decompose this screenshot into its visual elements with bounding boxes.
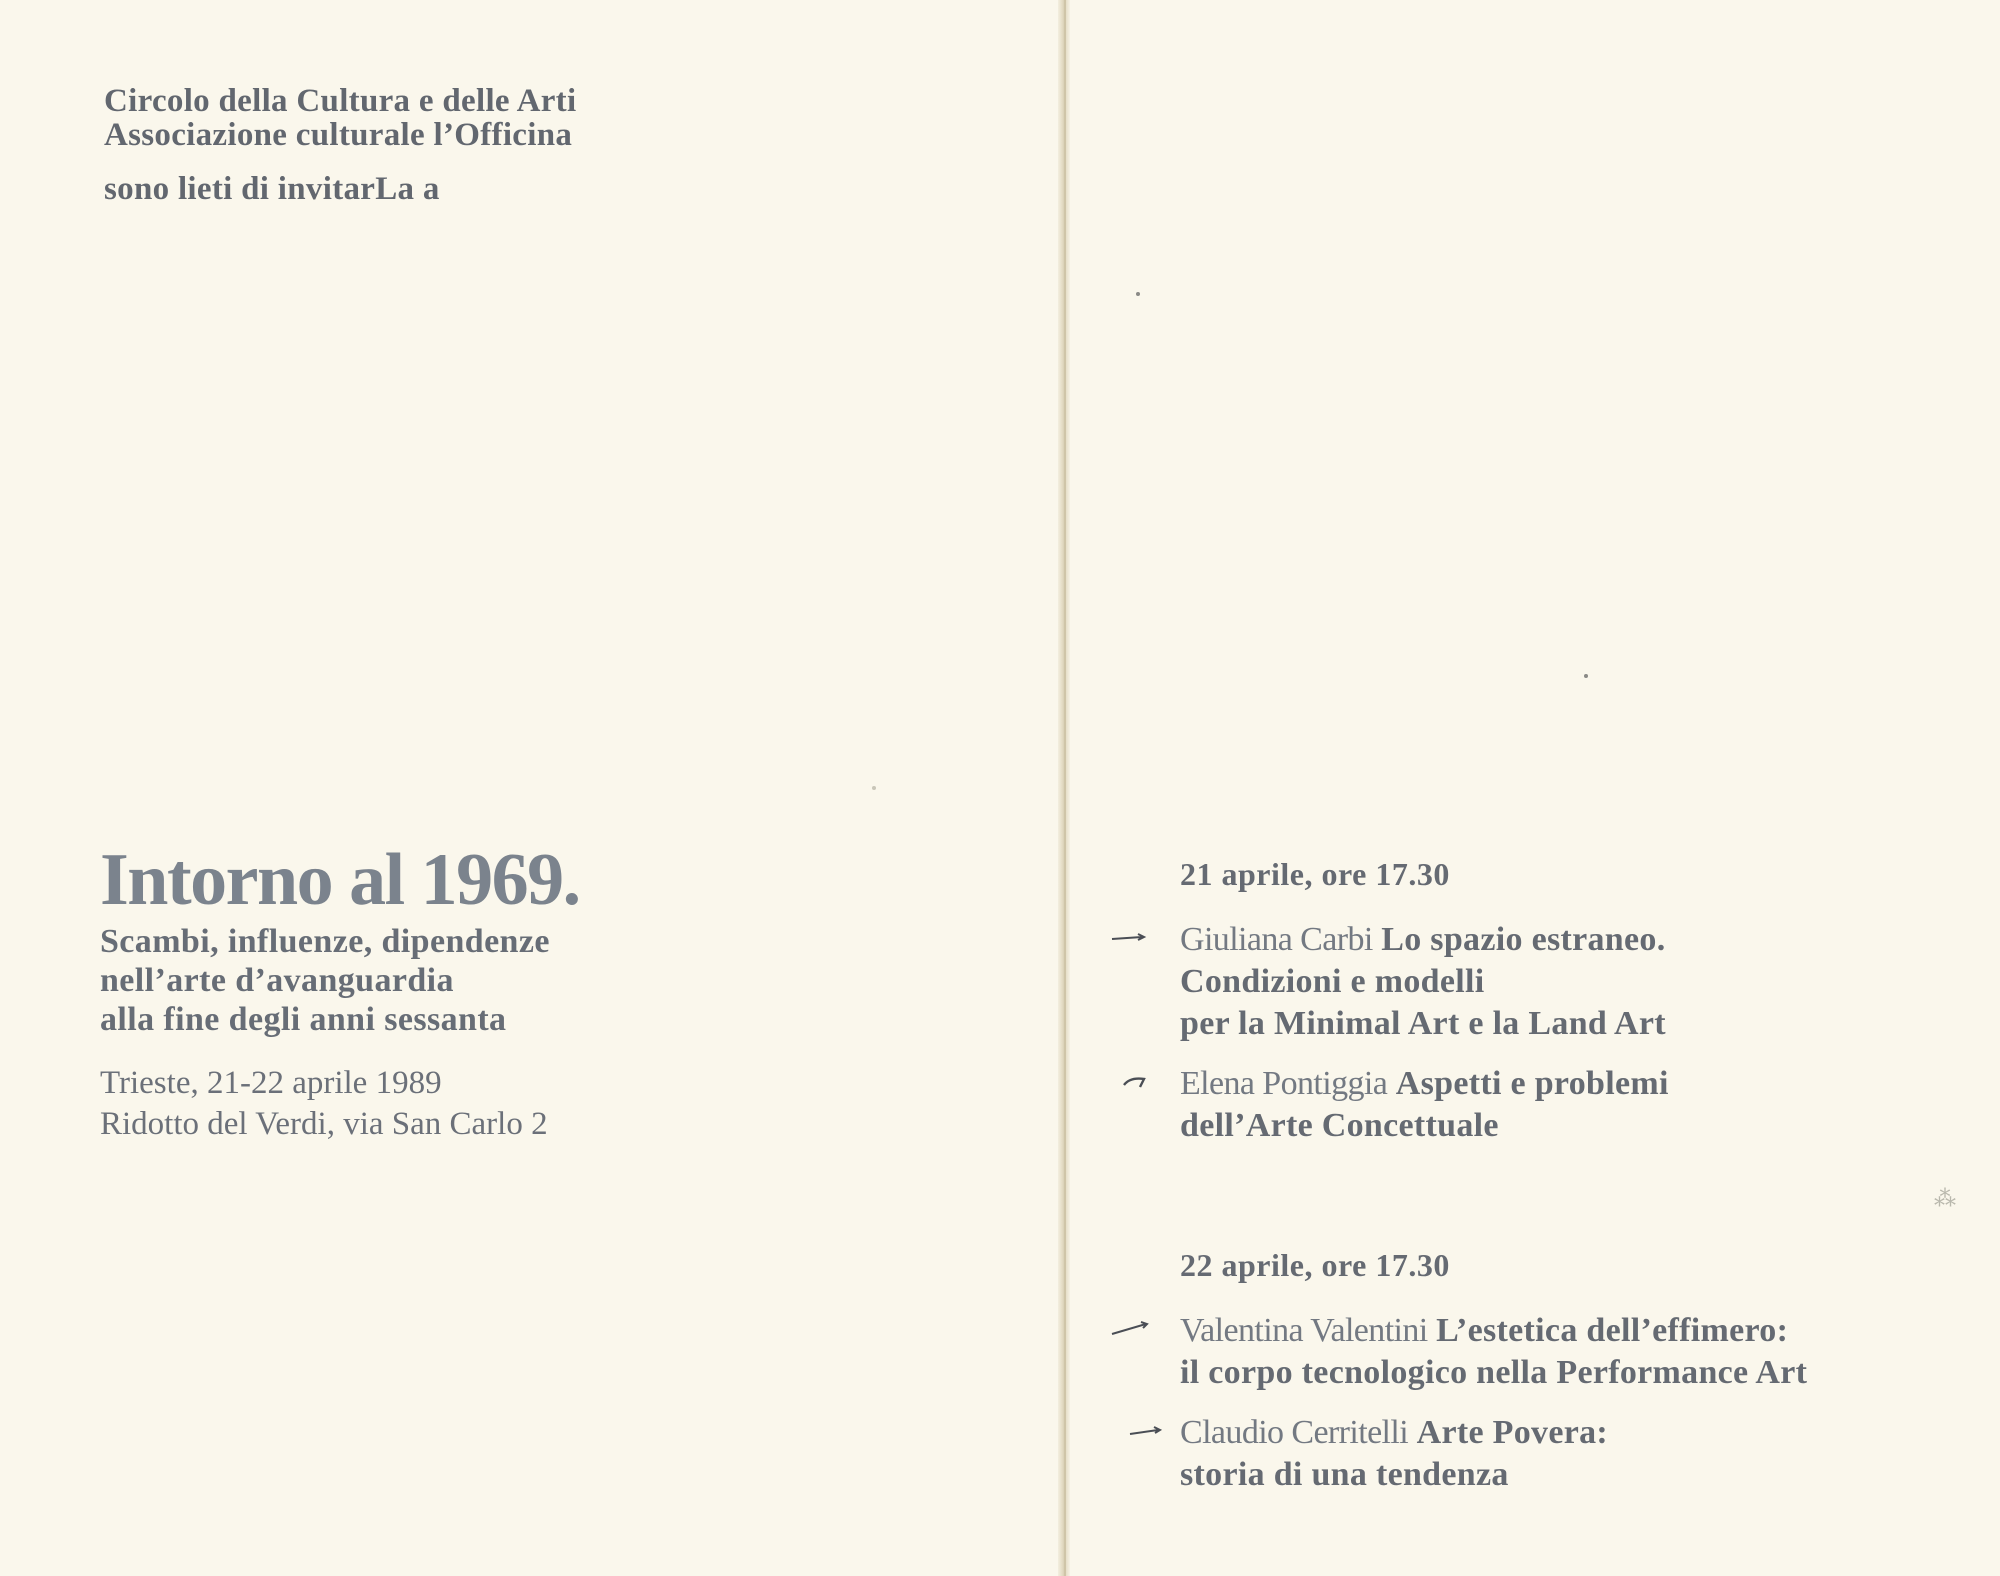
invite-line: sono lieti di invitarLa a bbox=[104, 171, 440, 207]
day-heading: 22 aprile, ore 17.30 bbox=[1180, 1247, 1450, 1283]
talk-item bbox=[1180, 1412, 1960, 1496]
handwritten-arrow-icon bbox=[1110, 1318, 1152, 1338]
event-title: Intorno al 1969. bbox=[100, 839, 580, 921]
speaker-name: Giuliana Carbi bbox=[1180, 921, 1373, 958]
handwritten-arrow-icon bbox=[1128, 1420, 1170, 1440]
paper-stain: ⁂ bbox=[1934, 1186, 1956, 1211]
speaker-name: Valentina Valentini bbox=[1180, 1312, 1428, 1349]
subtitle-line: nell’arte d’avanguardia bbox=[100, 962, 454, 999]
host-line-1: Circolo della Cultura e delle Arti bbox=[104, 83, 577, 119]
event-block bbox=[100, 838, 580, 1145]
handwritten-arrow-icon bbox=[1110, 927, 1152, 947]
talk-topic-line: per la Minimal Art e la Land Art bbox=[1180, 1005, 1666, 1042]
host-line-2: Associazione culturale l’Officina bbox=[104, 117, 573, 153]
venue-address: Ridotto del Verdi, via San Carlo 2 bbox=[100, 1106, 548, 1142]
event-venue bbox=[100, 1063, 580, 1145]
talk-topic: Aspetti e problemi bbox=[1395, 1065, 1669, 1102]
paper-speck bbox=[872, 786, 876, 790]
fold-crease bbox=[1064, 0, 1066, 1576]
talk-topic-line: il corpo tecnologico nella Performance Art bbox=[1180, 1354, 1808, 1391]
paper-speck bbox=[1136, 292, 1140, 296]
talk-topic-line: dell’Arte Concettuale bbox=[1180, 1107, 1499, 1144]
talk-topic: L’estetica dell’effimero: bbox=[1436, 1312, 1789, 1349]
talk-topic: Lo spazio estraneo. bbox=[1381, 921, 1666, 958]
talk-topic: Arte Povera: bbox=[1416, 1414, 1609, 1451]
subtitle-line: alla fine degli anni sessanta bbox=[100, 1001, 507, 1038]
talk-item bbox=[1180, 1310, 1960, 1394]
program bbox=[1180, 856, 1960, 1514]
talk-topic-line: storia di una tendenza bbox=[1180, 1456, 1509, 1493]
place-date: Trieste, 21-22 aprile 1989 bbox=[100, 1065, 442, 1101]
speaker-name: Claudio Cerritelli bbox=[1180, 1414, 1409, 1451]
spacer bbox=[1180, 1165, 1960, 1247]
handwritten-arrow-icon bbox=[1120, 1071, 1162, 1091]
talk-item bbox=[1180, 919, 1960, 1045]
hosts-block bbox=[104, 84, 576, 206]
subtitle-line: Scambi, influenze, dipendenze bbox=[100, 923, 550, 960]
talk-topic-line: Condizioni e modelli bbox=[1180, 963, 1485, 1000]
event-subtitle bbox=[100, 922, 580, 1039]
day-heading: 21 aprile, ore 17.30 bbox=[1180, 856, 1450, 892]
speaker-name: Elena Pontiggia bbox=[1180, 1065, 1388, 1102]
talk-item bbox=[1180, 1063, 1960, 1147]
paper-speck bbox=[1584, 674, 1588, 678]
